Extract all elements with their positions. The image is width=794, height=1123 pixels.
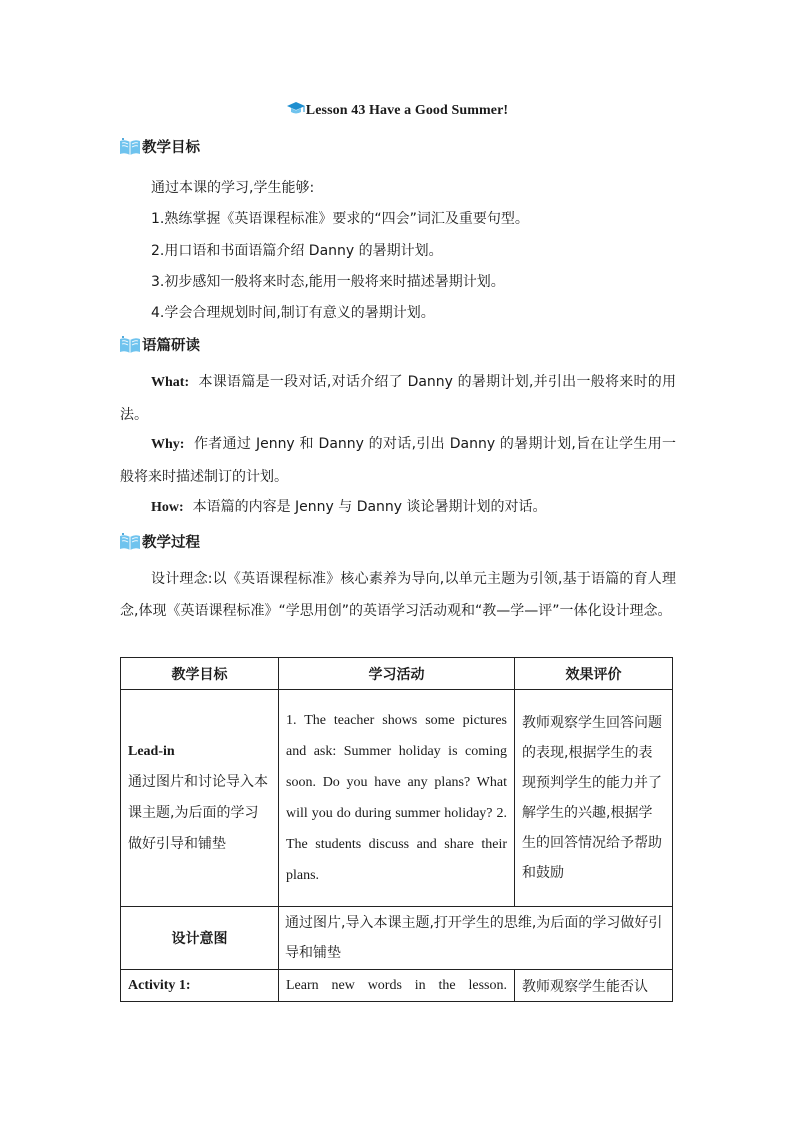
- lesson-plan-table: [120, 657, 673, 1002]
- objective-item-3: 3.初步感知一般将来时态,能用一般将来时描述暑期计划。: [151, 274, 505, 290]
- header-activities: 学习活动: [279, 658, 515, 690]
- objective-item-2: 2.用口语和书面语篇介绍 Danny 的暑期计划。: [151, 243, 443, 259]
- how-label: How:: [151, 500, 184, 515]
- lesson-title: Lesson 43 Have a Good Summer!: [305, 103, 509, 118]
- graduation-cap-icon: [286, 101, 306, 117]
- leadin-goal: 通过图片和讨论导入本课主题,为后面的学习做好引导和铺垫: [128, 774, 268, 852]
- objectives-intro: 通过本课的学习,学生能够:: [151, 180, 315, 196]
- design-concept: 设计理念:以《英语课程标准》核心素养为导向,以单元主题为引领,基于语篇的育人理念,体现《英语课程标准》“学思用创”的英语学习活动观和“教—学—评”一体化设计理念。: [120, 571, 676, 619]
- process-heading-text: 教学过程: [142, 535, 200, 551]
- process-heading: [119, 532, 200, 554]
- table-row: [121, 970, 673, 1002]
- table-header-row: [121, 658, 673, 690]
- what-text: 本课语篇是一段对话,对话介绍了 Danny 的暑期计划,并引出一般将来时的用法。: [120, 374, 676, 423]
- leadin-evaluation: 教师观察学生回答问题的表现,根据学生的表现预判学生的能力并了解学生的兴趣,根据学生的回答情况给予帮助和鼓励: [515, 690, 673, 907]
- objective-item-4: 4.学会合理规划时间,制订有意义的暑期计划。: [151, 305, 435, 321]
- activity1-evaluation: 教师观察学生能否认: [515, 970, 673, 1002]
- how-text: 本语篇的内容是 Jenny 与 Danny 谈论暑期计划的对话。: [192, 499, 547, 515]
- book-icon: [119, 137, 141, 156]
- leadin-title: Lead-in: [128, 744, 175, 759]
- activity1-activity: Learn new words in the lesson.: [279, 970, 515, 1002]
- table-row: [121, 907, 673, 970]
- book-icon: [119, 532, 141, 551]
- analysis-heading: [119, 335, 200, 357]
- page-title: [0, 101, 794, 119]
- analysis-heading-text: 语篇研读: [142, 338, 200, 354]
- objectives-heading-text: 教学目标: [142, 140, 200, 156]
- design-intent-label: 设计意图: [121, 907, 279, 970]
- why-label: Why:: [151, 437, 185, 452]
- objective-item-1: 1.熟练掌握《英语课程标准》要求的“四会”词汇及重要句型。: [151, 211, 529, 227]
- analysis-what: [120, 366, 676, 431]
- header-goals: 教学目标: [121, 658, 279, 690]
- table-row: [121, 690, 673, 907]
- leadin-goal-cell: [121, 690, 279, 907]
- analysis-how: [120, 491, 676, 524]
- header-evaluation: 效果评价: [515, 658, 673, 690]
- objectives-heading: [119, 137, 200, 159]
- analysis-why: [120, 428, 676, 493]
- activity1-label: Activity 1:: [121, 970, 279, 1002]
- what-label: What:: [151, 375, 190, 390]
- leadin-activity: 1. The teacher shows some pictures and ask: Summer holiday is coming soon. Do you have any plans? What will you do during summer holiday? 2. The students discuss and share their plans.: [279, 690, 515, 907]
- book-icon: [119, 335, 141, 354]
- design-intent-text: 通过图片,导入本课主题,打开学生的思维,为后面的学习做好引导和铺垫: [279, 907, 673, 970]
- why-text: 作者通过 Jenny 和 Danny 的对话,引出 Danny 的暑期计划,旨在让学生用一般将来时描述制订的计划。: [120, 436, 676, 485]
